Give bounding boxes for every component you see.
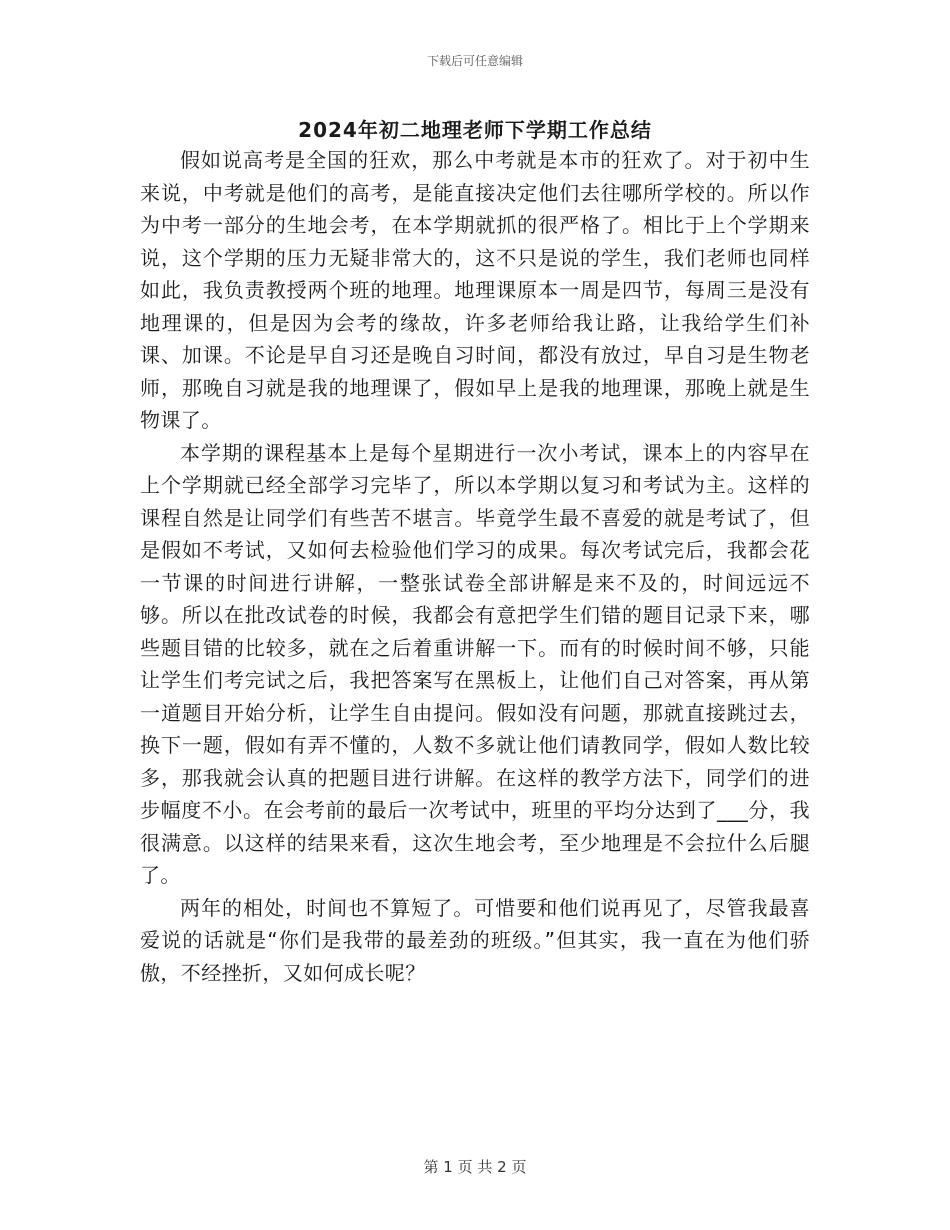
paragraph-2: 本学期的课程基本上是每个星期进行一次小考试，课本上的内容早在上个学期就已经全部学习完毕了，所以本学期以复习和考试为主。这样的课程自然是让同学们有些苦不堪言。毕竟学生最不喜爱的就是考试了，但是假如不考试，又如何去检验他们学习的成果。每次考试完后，我都会花一节课的时间进行讲解，一整张试卷全部讲解是来不及的，时间远远不够。所以在批改试卷的时候，我都会有意把学生们错的题目记录下来，哪些题目错的比较多，就在之后着重讲解一下。而有的时候时间不够，只能让学生们考完试之后，我把答案写在黑板上，让他们自己对答案，再从第一道题目开始分析，让学生自由提问。假如没有问题，那就直接跳过去，换下一题，假如有弄不懂的，人数不多就让他们请教同学，假如人数比较多，那我就会认真的把题目进行讲解。在这样的教学方法下，同学们的进步幅度不小。在会考前的最后一次考试中，班里的平均分达到了___分，我很满意。以这样的结果来看，这次生地会考，至少地理是不会拉什么后腿了。	[140, 440, 810, 887]
document-body	[140, 144, 810, 989]
paragraph-1: 假如说高考是全国的狂欢，那么中考就是本市的狂欢了。对于初中生来说，中考就是他们的高考，是能直接决定他们去往哪所学校的。所以作为中考一部分的生地会考，在本学期就抓的很严格了。相比于上个学期来说，这个学期的压力无疑非常大的，这不只是说的学生，我们老师也同样如此，我负责教授两个班的地理。地理课原本一周是四节，每周三是没有地理课的，但是因为会考的缘故，许多老师给我让路，让我给学生们补课、加课。不论是早自习还是晚自习时间，都没有放过，早自习是生物老师，那晚自习就是我的地理课了，假如早上是我的地理课，那晚上就是生物课了。	[140, 148, 810, 432]
document-title: 2024年初二地理老师下学期工作总结	[298, 118, 652, 142]
paragraph-3: 两年的相处，时间也不算短了。可惜要和他们说再见了，尽管我最喜爱说的话就是“你们是我带的最差劲的班级。”但其实，我一直在为他们骄傲，不经挫折，又如何成长呢？	[140, 895, 810, 985]
page-header-note: 下载后可任意编辑	[426, 54, 523, 68]
page-number: 第 1 页 共 2 页	[423, 1158, 527, 1176]
